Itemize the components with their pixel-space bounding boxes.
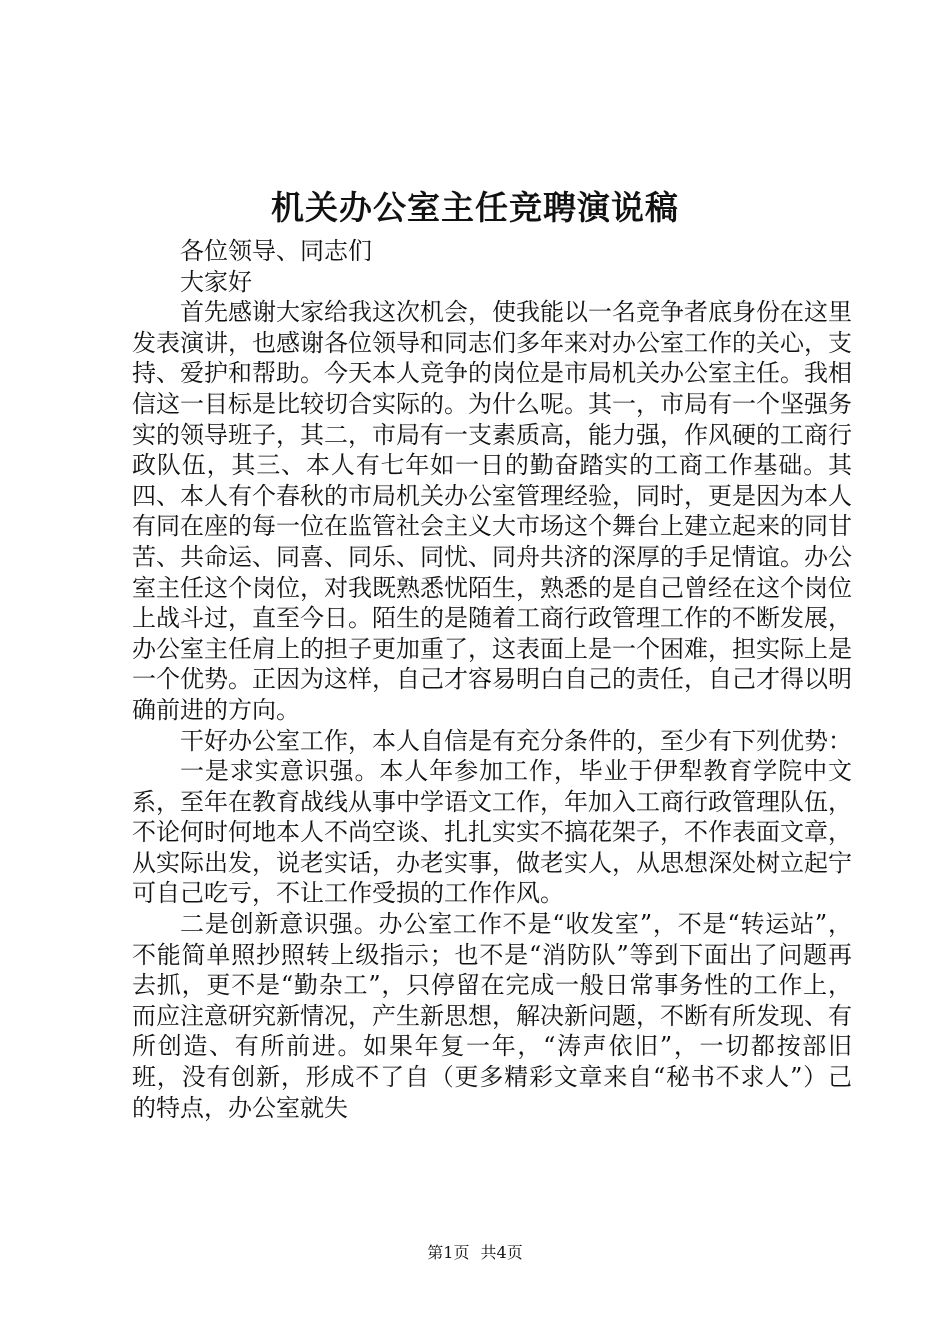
paragraph: 干好办公室工作，本人自信是有充分条件的，至少有下列优势： <box>180 726 852 755</box>
page-footer <box>0 1243 950 1263</box>
paragraph: 首先感谢大家给我这次机会，使我能以一名竞争者底身份在这里发表演讲，也感谢各位领导和同志们多年来对办公室工作的关心，支持、爱护和帮助。今天本人竞争的岗位是市局机关办公室主任。我相信这一目标是比较切合实际的。为什么呢。其一，市局有一个坚强务实的领导班子，其二，市局有一支素质高，能力强，作风硬的工商行政队伍，其三、本人有七年如一日的勤奋踏实的工商工作基础。其四、本人有个春秋的市局机关办公室管理经验，同时，更是因为本人有同在座的每一位在监管社会主义大市场这个舞台上建立起来的同甘苦、共命运、同喜、同乐、同忧、同舟共济的深厚的手足情谊。办公室主任这个岗位，对我既熟悉忧陌生，熟悉的是自己曾经在这个岗位上战斗过，直至今日。陌生的是随着工商行政管理工作的不断发展，办公室主任肩上的担子更加重了，这表面上是一个困难，担实际上是一个优势。正因为这样，自己才容易明白自己的责任，自己才得以明确前进的方向。 <box>132 298 852 724</box>
paragraph: 一是求实意识强。本人年参加工作，毕业于伊犁教育学院中文系，至年在教育战线从事中学语文工作，年加入工商行政管理队伍，不论何时何地本人不尚空谈、扎扎实实不搞花架子，不作表面文章，从实际出发，说老实话，办老实事，做老实人，从思想深处树立起宁可自己吃亏，不让工作受损的工作作风。 <box>132 757 852 908</box>
paragraph: 二是创新意识强。办公室工作不是“收发室”，不是“转运站”，不能简单照抄照转上级指示；也不是“消防队”等到下面出了问题再去抓，更不是“勤杂工”，只停留在完成一般日常事务性的工作上，而应注意研究新情况，产生新思想，解决新问题，不断有所发现、有所创造、有所前进。如果年复一年，“涛声依旧”，一切都按部旧班，没有创新，形成不了自（更多精彩文章来自“秘书不求人”）己的特点，办公室就失 <box>132 910 852 1122</box>
page-total: 共4页 <box>480 1243 523 1262</box>
document-body <box>132 236 852 1123</box>
document-title: 机关办公室主任竞聘演说稿 <box>271 188 679 227</box>
page-number: 第1页 <box>427 1243 470 1262</box>
greeting: 大家好 <box>180 267 252 296</box>
salutation: 各位领导、同志们 <box>180 237 372 265</box>
